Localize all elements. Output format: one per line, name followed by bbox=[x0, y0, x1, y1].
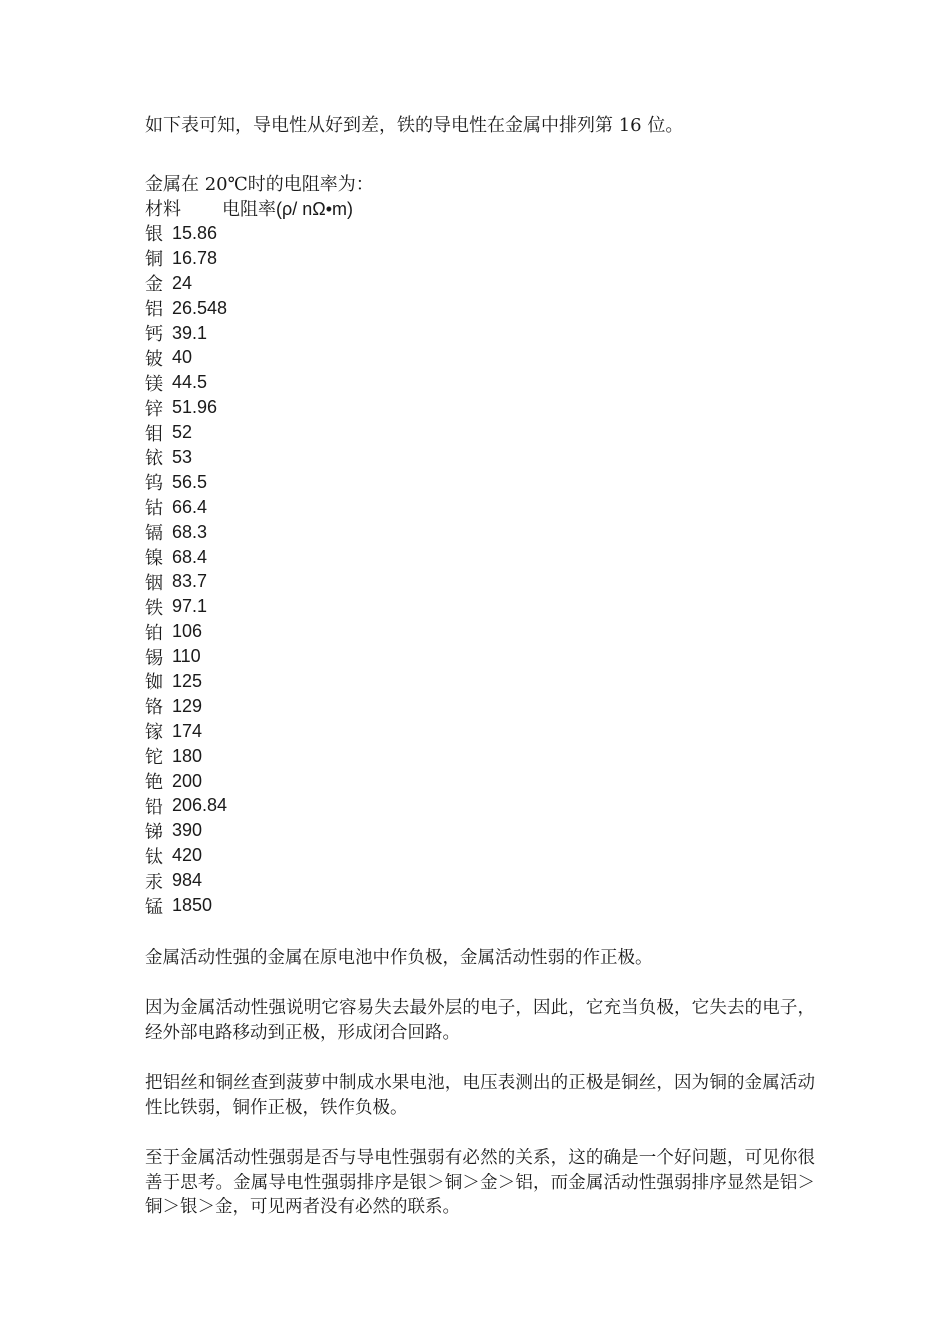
resistivity-value: 420 bbox=[172, 845, 203, 866]
metal-name: 镉 bbox=[145, 523, 163, 545]
resistivity-value: 174 bbox=[172, 720, 203, 741]
header-material: 材料 bbox=[145, 199, 181, 219]
resistivity-value: 15.86 bbox=[172, 222, 218, 243]
table-row bbox=[145, 744, 815, 769]
table-row bbox=[145, 246, 815, 271]
table-row bbox=[145, 296, 815, 321]
metal-name: 锌 bbox=[145, 398, 163, 420]
table-row bbox=[145, 395, 815, 420]
paragraph: 至于金属活动性强弱是否与导电性强弱有必然的关系，这的确是一个好问题，可见你很善于思考。金属导电性强弱排序是银＞铜＞金＞铝，而金属活动性强弱排序显然是铝＞铜＞银＞金，可见两者没有必然的联系。 bbox=[145, 1148, 815, 1218]
resistivity-value: 180 bbox=[172, 745, 203, 766]
metal-name: 镁 bbox=[145, 373, 163, 395]
resistivity-value: 390 bbox=[172, 820, 203, 841]
resistivity-value: 51.96 bbox=[172, 397, 218, 418]
metal-name: 铜 bbox=[145, 249, 163, 271]
body-paragraphs bbox=[145, 946, 815, 1220]
metal-name: 银 bbox=[145, 224, 163, 246]
resistivity-value: 125 bbox=[172, 670, 203, 691]
resistivity-value: 106 bbox=[172, 621, 203, 642]
table-row bbox=[145, 619, 815, 644]
table-row bbox=[145, 271, 815, 296]
table-title: 金属在 20℃时的电阻率为： bbox=[145, 174, 374, 195]
resistivity-value: 39.1 bbox=[172, 322, 208, 343]
table-row bbox=[145, 445, 815, 470]
metal-name: 金 bbox=[145, 274, 163, 296]
metal-name: 镓 bbox=[145, 722, 163, 744]
metal-name: 铷 bbox=[145, 672, 163, 694]
metal-name: 铯 bbox=[145, 772, 163, 794]
table-row bbox=[145, 644, 815, 669]
metal-name: 钼 bbox=[145, 423, 163, 445]
table-row bbox=[145, 843, 815, 868]
table-row bbox=[145, 370, 815, 395]
table-row bbox=[145, 769, 815, 794]
table-row bbox=[145, 569, 815, 594]
table-row bbox=[145, 520, 815, 545]
header-resistivity: 电阻率(ρ/ nΩ•m) bbox=[222, 199, 353, 219]
resistivity-value: 24 bbox=[172, 272, 193, 293]
metal-name: 钙 bbox=[145, 324, 163, 346]
paragraph: 金属活动性强的金属在原电池中作负极，金属活动性弱的作正极。 bbox=[145, 947, 653, 968]
resistivity-value: 44.5 bbox=[172, 372, 208, 393]
resistivity-value: 68.4 bbox=[172, 546, 208, 567]
table-row bbox=[145, 470, 815, 495]
metal-name: 钨 bbox=[145, 473, 163, 495]
table-row bbox=[145, 594, 815, 619]
resistivity-value: 97.1 bbox=[172, 596, 208, 617]
table-row bbox=[145, 893, 815, 918]
table-row bbox=[145, 868, 815, 893]
table-row bbox=[145, 545, 815, 570]
metal-name: 锑 bbox=[145, 821, 163, 843]
paragraph: 把铝丝和铜丝查到菠萝中制成水果电池，电压表测出的正极是铜丝，因为铜的金属活动性比铁弱，铜作正极，铁作负极。 bbox=[145, 1073, 815, 1118]
metal-name: 钛 bbox=[145, 846, 163, 868]
metal-name: 锡 bbox=[145, 647, 163, 669]
resistivity-value: 129 bbox=[172, 695, 203, 716]
resistivity-value: 68.3 bbox=[172, 521, 208, 542]
resistivity-value: 40 bbox=[172, 347, 193, 368]
resistivity-value: 52 bbox=[172, 422, 193, 443]
table-row bbox=[145, 694, 815, 719]
metal-name: 锰 bbox=[145, 896, 163, 918]
metal-name: 镍 bbox=[145, 548, 163, 570]
table-row bbox=[145, 719, 815, 744]
resistivity-value: 26.548 bbox=[172, 297, 228, 318]
resistivity-value: 56.5 bbox=[172, 471, 208, 492]
metal-name: 汞 bbox=[145, 871, 163, 893]
intro-text: 如下表可知，导电性从好到差，铁的导电性在金属中排列第 16 位。 bbox=[145, 115, 684, 136]
table-row bbox=[145, 321, 815, 346]
metal-name: 铂 bbox=[145, 622, 163, 644]
metal-name: 铱 bbox=[145, 448, 163, 470]
resistivity-value: 53 bbox=[172, 446, 193, 467]
document-page bbox=[145, 113, 815, 1220]
resistivity-list bbox=[145, 221, 815, 918]
table-row bbox=[145, 420, 815, 445]
table-row bbox=[145, 221, 815, 246]
resistivity-value: 66.4 bbox=[172, 496, 208, 517]
paragraph: 因为金属活动性强说明它容易失去最外层的电子，因此，它充当负极，它失去的电子，经外部电路移动到正极，形成闭合回路。 bbox=[145, 998, 815, 1043]
metal-name: 铝 bbox=[145, 299, 163, 321]
table-row bbox=[145, 818, 815, 843]
table-row bbox=[145, 345, 815, 370]
metal-name: 铅 bbox=[145, 796, 163, 818]
resistivity-value: 1850 bbox=[172, 894, 213, 915]
resistivity-value: 984 bbox=[172, 870, 203, 891]
metal-name: 铬 bbox=[145, 697, 163, 719]
metal-name: 铊 bbox=[145, 747, 163, 769]
table-row bbox=[145, 669, 815, 694]
metal-name: 铍 bbox=[145, 348, 163, 370]
table-header bbox=[145, 197, 815, 221]
resistivity-value: 83.7 bbox=[172, 571, 208, 592]
resistivity-value: 200 bbox=[172, 770, 203, 791]
table-row bbox=[145, 793, 815, 818]
resistivity-value: 206.84 bbox=[172, 795, 228, 816]
metal-name: 钴 bbox=[145, 498, 163, 520]
resistivity-value: 110 bbox=[172, 646, 201, 667]
metal-name: 铁 bbox=[145, 597, 163, 619]
resistivity-value: 16.78 bbox=[172, 247, 218, 268]
table-row bbox=[145, 495, 815, 520]
metal-name: 铟 bbox=[145, 572, 163, 594]
